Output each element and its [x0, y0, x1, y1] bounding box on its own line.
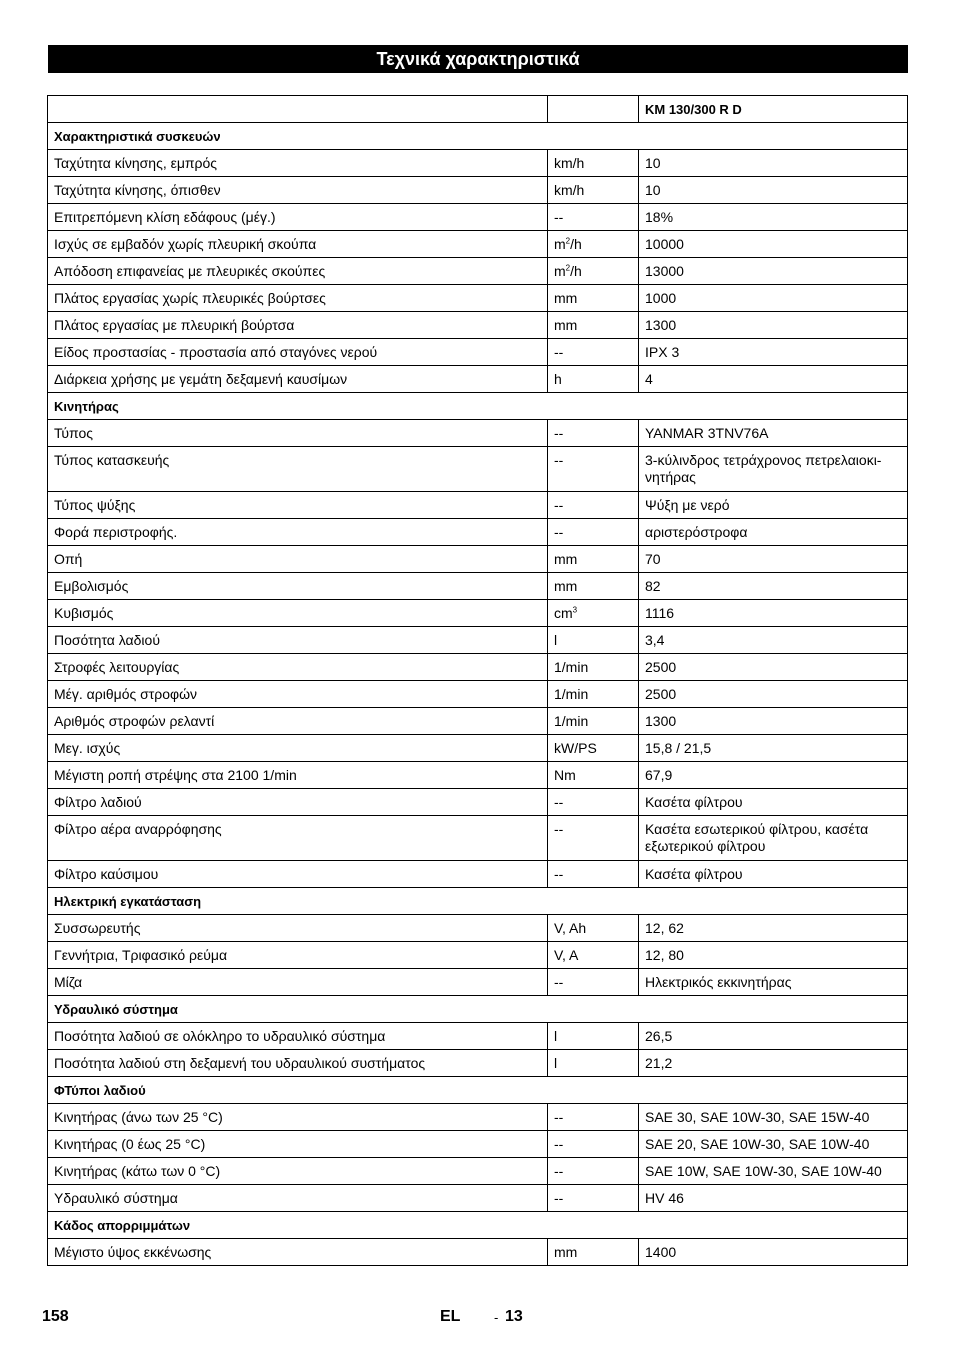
table-row — [48, 258, 908, 285]
spec-label: Γεννήτρια, Τριφασικό ρεύμα — [48, 942, 548, 969]
table-row — [48, 204, 908, 231]
spec-value: 12, 62 — [639, 915, 908, 942]
table-row — [48, 681, 908, 708]
table-row — [48, 708, 908, 735]
spec-label: Ποσότητα λαδιού σε ολόκληρο το υδραυλικό σύστημα — [48, 1023, 548, 1050]
spec-value: Κασέτα φίλτρου — [639, 789, 908, 816]
spec-unit: -- — [548, 1185, 639, 1212]
table-row — [48, 1131, 908, 1158]
spec-label: Τύπος κατασκευής — [48, 447, 548, 492]
model-header: KM 130/300 R D — [639, 96, 908, 123]
table-row — [48, 1158, 908, 1185]
spec-label: Εμβολισμός — [48, 573, 548, 600]
spec-value: 67,9 — [639, 762, 908, 789]
spec-label: Ποσότητα λαδιού — [48, 627, 548, 654]
spec-value: αριστερόστροφα — [639, 519, 908, 546]
section-header-row — [48, 1212, 908, 1239]
section-title: Χαρακτηριστικά συσκευών — [48, 123, 908, 150]
spec-unit: -- — [548, 447, 639, 492]
table-row — [48, 1239, 908, 1266]
language-code: EL — [440, 1308, 461, 1325]
spec-label: Φίλτρο καύσιμου — [48, 861, 548, 888]
spec-value: 13000 — [639, 258, 908, 285]
spec-label: Κινητήρας (0 έως 25 °C) — [48, 1131, 548, 1158]
table-row — [48, 1023, 908, 1050]
spec-label: Ισχύς σε εμβαδόν χωρίς πλευρική σκούπα — [48, 231, 548, 258]
spec-label: Μέγ. αριθμός στροφών — [48, 681, 548, 708]
specifications-table — [47, 95, 908, 1266]
unit-base: m — [554, 236, 566, 252]
spec-unit: -- — [548, 204, 639, 231]
spec-value: 10000 — [639, 231, 908, 258]
page-title: Τεχνικά χαρακτηριστικά — [48, 45, 908, 73]
spec-label: Στροφές λειτουργίας — [48, 654, 548, 681]
spec-value: Κασέτα φίλτρου — [639, 861, 908, 888]
table-row — [48, 816, 908, 861]
table-row — [48, 231, 908, 258]
spec-value: Ηλεκτρικός εκκινητήρας — [639, 969, 908, 996]
spec-label: Διάρκεια χρήσης με γεμάτη δεξαμενή καυσίμων — [48, 366, 548, 393]
spec-value: Κασέτα εσωτερικού φίλτρου, κασέτα εξωτερικού φίλτρου — [639, 816, 908, 861]
table-row — [48, 627, 908, 654]
spec-label: Αριθμός στροφών ρελαντί — [48, 708, 548, 735]
table-row — [48, 177, 908, 204]
spec-label: Απόδοση επιφανείας με πλευρικές σκούπες — [48, 258, 548, 285]
table-row — [48, 1050, 908, 1077]
spec-unit: -- — [548, 339, 639, 366]
spec-unit — [548, 258, 639, 285]
unit-exponent: 2 — [565, 263, 571, 273]
table-row — [48, 915, 908, 942]
spec-label: Υδραυλικό σύστημα — [48, 1185, 548, 1212]
spec-label: Κινητήρας (κάτω των 0 °C) — [48, 1158, 548, 1185]
spec-label: Μέγιστη ροπή στρέψης στα 2100 1/min — [48, 762, 548, 789]
spec-unit: -- — [548, 519, 639, 546]
spec-value: SAE 20, SAE 10W-30, SAE 10W-40 — [639, 1131, 908, 1158]
table-row — [48, 447, 908, 492]
spec-label: Τύπος — [48, 420, 548, 447]
spec-unit: mm — [548, 312, 639, 339]
spec-value: 18% — [639, 204, 908, 231]
spec-unit: -- — [548, 1131, 639, 1158]
spec-label: Μεγ. ισχύς — [48, 735, 548, 762]
spec-unit: -- — [548, 816, 639, 861]
spec-unit: -- — [548, 492, 639, 519]
spec-value: 1300 — [639, 312, 908, 339]
spec-value: IPX 3 — [639, 339, 908, 366]
spec-label: Επιτρεπόμενη κλίση εδάφους (μέγ.) — [48, 204, 548, 231]
spec-unit: h — [548, 366, 639, 393]
spec-unit: kW/PS — [548, 735, 639, 762]
section-title: ΦΤύποι λαδιού — [48, 1077, 908, 1104]
spec-label: Ταχύτητα κίνησης, όπισθεν — [48, 177, 548, 204]
spec-label: Μίζα — [48, 969, 548, 996]
spec-label: Φίλτρο αέρα αναρρόφησης — [48, 816, 548, 861]
table-row — [48, 420, 908, 447]
table-row — [48, 150, 908, 177]
spec-unit: 1/min — [548, 708, 639, 735]
spec-value: 82 — [639, 573, 908, 600]
table-row — [48, 285, 908, 312]
spec-value: 10 — [639, 177, 908, 204]
spec-unit: mm — [548, 1239, 639, 1266]
spec-label: Πλάτος εργασίας με πλευρική βούρτσα — [48, 312, 548, 339]
spec-label: Οπή — [48, 546, 548, 573]
spec-value: HV 46 — [639, 1185, 908, 1212]
spec-label: Είδος προστασίας - προστασία από σταγόνες νερού — [48, 339, 548, 366]
spec-value: 1000 — [639, 285, 908, 312]
spec-label: Τύπος ψύξης — [48, 492, 548, 519]
spec-unit: -- — [548, 420, 639, 447]
spec-value: 1116 — [639, 600, 908, 627]
page-number: 158 — [42, 1308, 69, 1325]
spec-label: Κυβισμός — [48, 600, 548, 627]
table-row — [48, 969, 908, 996]
unit-suffix: /h — [570, 236, 582, 252]
spec-value: SAE 10W, SAE 10W-30, SAE 10W-40 — [639, 1158, 908, 1185]
table-row — [48, 492, 908, 519]
spec-label: Κινητήρας (άνω των 25 °C) — [48, 1104, 548, 1131]
section-title: Κάδος απορριμμάτων — [48, 1212, 908, 1239]
unit-exponent: 3 — [572, 605, 578, 615]
spec-unit: l — [548, 1050, 639, 1077]
table-row — [48, 600, 908, 627]
header-empty-unit — [548, 96, 639, 123]
table-row — [48, 789, 908, 816]
spec-unit: l — [548, 1023, 639, 1050]
spec-value: 3-κύλινδρος τετράχρονος πετρελαιοκι- νητήρας — [639, 447, 908, 492]
section-page-number: 13 — [505, 1308, 523, 1325]
spec-unit: -- — [548, 1104, 639, 1131]
spec-label: Συσσωρευτής — [48, 915, 548, 942]
spec-label: Πλάτος εργασίας χωρίς πλευρικές βούρτσες — [48, 285, 548, 312]
spec-value: 15,8 / 21,5 — [639, 735, 908, 762]
spec-value: Ψύξη με νερό — [639, 492, 908, 519]
section-header-row — [48, 123, 908, 150]
spec-unit: -- — [548, 861, 639, 888]
spec-label: Μέγιστο ύψος εκκένωσης — [48, 1239, 548, 1266]
spec-unit — [548, 231, 639, 258]
spec-unit: km/h — [548, 177, 639, 204]
section-header-row — [48, 888, 908, 915]
table-row — [48, 654, 908, 681]
spec-value: YANMAR 3TNV76A — [639, 420, 908, 447]
spec-unit — [548, 600, 639, 627]
spec-value: 12, 80 — [639, 942, 908, 969]
table-row — [48, 546, 908, 573]
spec-value: 70 — [639, 546, 908, 573]
spec-value: 2500 — [639, 654, 908, 681]
unit-base: m — [554, 263, 566, 279]
unit-exponent: 2 — [565, 236, 571, 246]
spec-unit: -- — [548, 1158, 639, 1185]
spec-value: 4 — [639, 366, 908, 393]
unit-base: cm — [554, 605, 573, 621]
table-row — [48, 366, 908, 393]
spec-value: 3,4 — [639, 627, 908, 654]
spec-unit: mm — [548, 573, 639, 600]
unit-suffix: /h — [570, 263, 582, 279]
table-row — [48, 312, 908, 339]
spec-value: 1300 — [639, 708, 908, 735]
spec-value: SAE 30, SAE 10W-30, SAE 15W-40 — [639, 1104, 908, 1131]
section-title: Υδραυλικό σύστημα — [48, 996, 908, 1023]
section-header-row — [48, 1077, 908, 1104]
spec-unit: 1/min — [548, 654, 639, 681]
spec-value: 1400 — [639, 1239, 908, 1266]
spec-unit: Nm — [548, 762, 639, 789]
table-row — [48, 339, 908, 366]
spec-unit: l — [548, 627, 639, 654]
spec-label: Ταχύτητα κίνησης, εμπρός — [48, 150, 548, 177]
table-row — [48, 735, 908, 762]
section-title: Ηλεκτρική εγκατάσταση — [48, 888, 908, 915]
spec-value: 26,5 — [639, 1023, 908, 1050]
spec-unit: -- — [548, 789, 639, 816]
table-row — [48, 1104, 908, 1131]
spec-value: 21,2 — [639, 1050, 908, 1077]
section-title: Κινητήρας — [48, 393, 908, 420]
table-header-row — [48, 96, 908, 123]
spec-unit: V, Ah — [548, 915, 639, 942]
spec-unit: km/h — [548, 150, 639, 177]
spec-unit: mm — [548, 285, 639, 312]
spec-value: 10 — [639, 150, 908, 177]
table-row — [48, 942, 908, 969]
table-row — [48, 1185, 908, 1212]
table-row — [48, 519, 908, 546]
spec-unit: V, A — [548, 942, 639, 969]
table-row — [48, 573, 908, 600]
section-header-row — [48, 996, 908, 1023]
spec-value: 2500 — [639, 681, 908, 708]
spec-unit: -- — [548, 969, 639, 996]
spec-label: Ποσότητα λαδιού στη δεξαμενή του υδραυλικού συστήματος — [48, 1050, 548, 1077]
header-empty-label — [48, 96, 548, 123]
table-row — [48, 762, 908, 789]
spec-label: Φορά περιστροφής. — [48, 519, 548, 546]
section-header-row — [48, 393, 908, 420]
footer-dash: - — [494, 1310, 499, 1325]
spec-unit: mm — [548, 546, 639, 573]
spec-label: Φίλτρο λαδιού — [48, 789, 548, 816]
spec-unit: 1/min — [548, 681, 639, 708]
table-row — [48, 861, 908, 888]
